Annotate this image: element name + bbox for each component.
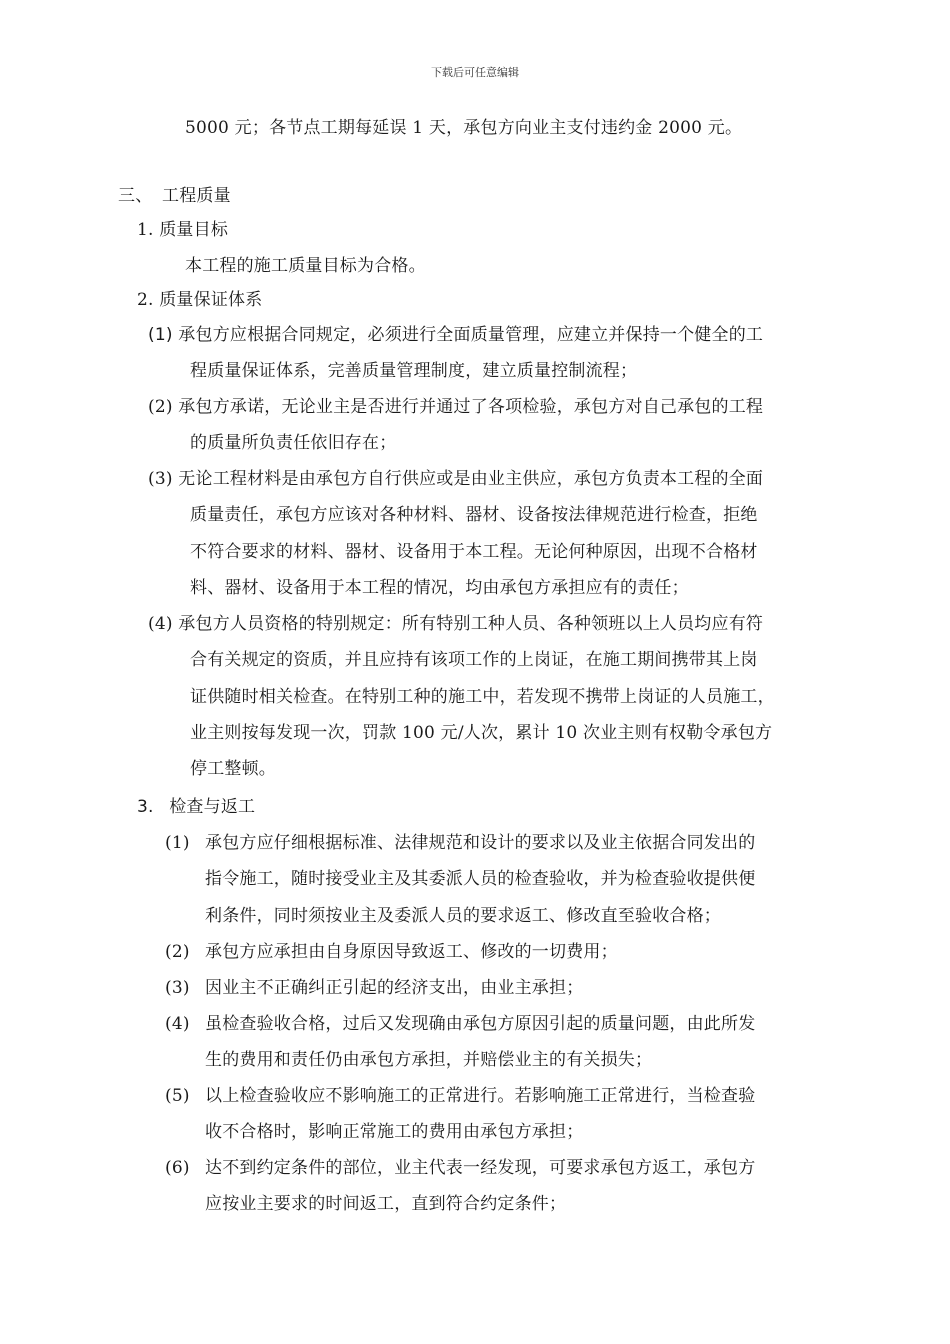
section-heading (118, 184, 231, 208)
item-text: 无论工程材料是由承包方自行供应或是由业主供应，承包方负责本工程的全面 (178, 469, 764, 489)
list-item (148, 612, 763, 636)
item-text: 程质量保证体系，完善质量管理制度，建立质量控制流程； (190, 361, 638, 381)
item-text: 因业主不正确纠正引起的经济支出，由业主承担； (205, 978, 584, 998)
subsection-2-heading (137, 288, 262, 312)
item-text: 利条件，同时须按业主及委派人员的要求返工、修改直至验收合格； (205, 906, 721, 926)
item-text: 业主则按每发现一次，罚款 100 元/人次，累计 10 次业主则有权勒令承包方 (190, 723, 773, 743)
list-item (148, 467, 763, 491)
list-item (165, 1084, 755, 1108)
list-item (148, 323, 763, 347)
item-number: (1) (148, 325, 173, 345)
item-text: 承包方应仔细根据标准、法律规范和设计的要求以及业主依据合同发出的 (205, 833, 756, 853)
item-text: 不符合要求的材料、器材、设备用于本工程。无论何种原因，出现不合格材 (190, 542, 758, 562)
item-number: (5) (165, 1086, 190, 1106)
item-text: 达不到约定条件的部位，业主代表一经发现，可要求承包方返工，承包方 (205, 1158, 756, 1178)
subsection-2-number: 2. (137, 290, 154, 310)
item-text: 生的费用和责任仍由承包方承担，并赔偿业主的有关损失； (205, 1050, 653, 1070)
item-text: 合有关规定的资质，并且应持有该项工作的上岗证，在施工期间携带其上岗 (190, 650, 758, 670)
item-number: (2) (165, 942, 190, 962)
item-text: 停工整顿。 (190, 759, 276, 779)
list-item (165, 831, 755, 855)
item-text: 质量责任，承包方应该对各种材料、器材、设备按法律规范进行检查，拒绝 (190, 505, 758, 525)
section-title: 工程质量 (162, 186, 231, 206)
list-item (165, 1156, 755, 1180)
intro-line: 5000 元；各节点工期每延误 1 天，承包方向业主支付违约金 2000 元。 (185, 118, 743, 138)
item-text: 虽检查验收合格，过后又发现确由承包方原因引起的质量问题，由此所发 (205, 1014, 756, 1034)
section-number: 三、 (118, 186, 153, 206)
item-number: (4) (148, 614, 173, 634)
item-text: 的质量所负责任依旧存在； (190, 433, 397, 453)
item-text: 证供随时相关检查。在特别工种的施工中，若发现不携带上岗证的人员施工， (190, 687, 775, 707)
item-number: (1) (165, 833, 190, 853)
item-number: (3) (148, 469, 173, 489)
item-number: (6) (165, 1158, 190, 1178)
item-text: 承包方应根据合同规定，必须进行全面质量管理，应建立并保持一个健全的工 (178, 325, 764, 345)
subsection-3-title: 检查与返工 (169, 797, 256, 817)
list-item (165, 976, 583, 1000)
list-item (165, 1012, 755, 1036)
item-text: 料、器材、设备用于本工程的情况，均由承包方承担应有的责任； (190, 578, 689, 598)
item-text: 承包方应承担由自身原因导致返工、修改的一切费用； (205, 942, 618, 962)
item-text: 承包方人员资格的特别规定：所有特别工种人员、各种领班以上人员均应有符 (178, 614, 764, 634)
subsection-1-title: 质量目标 (159, 220, 229, 240)
subsection-3-number: 3. (137, 797, 154, 817)
item-text: 收不合格时，影响正常施工的费用由承包方承担； (205, 1122, 584, 1142)
item-number: (3) (165, 978, 190, 998)
page-header: 下载后可任意编辑 (431, 66, 519, 79)
list-item (165, 940, 618, 964)
subsection-3-heading (137, 795, 255, 819)
subsection-1-body: 本工程的施工质量目标为合格。 (185, 256, 426, 276)
list-item (148, 395, 763, 419)
subsection-1-heading (137, 218, 228, 242)
item-number: (2) (148, 397, 173, 417)
item-text: 应按业主要求的时间返工，直到符合约定条件； (205, 1194, 567, 1214)
item-text: 承包方承诺，无论业主是否进行并通过了各项检验，承包方对自己承包的工程 (178, 397, 764, 417)
item-number: (4) (165, 1014, 190, 1034)
subsection-2-title: 质量保证体系 (159, 290, 263, 310)
item-text: 以上检查验收应不影响施工的正常进行。若影响施工正常进行，当检查验 (205, 1086, 756, 1106)
item-text: 指令施工，随时接受业主及其委派人员的检查验收，并为检查验收提供便 (205, 869, 756, 889)
subsection-1-number: 1. (137, 220, 154, 240)
